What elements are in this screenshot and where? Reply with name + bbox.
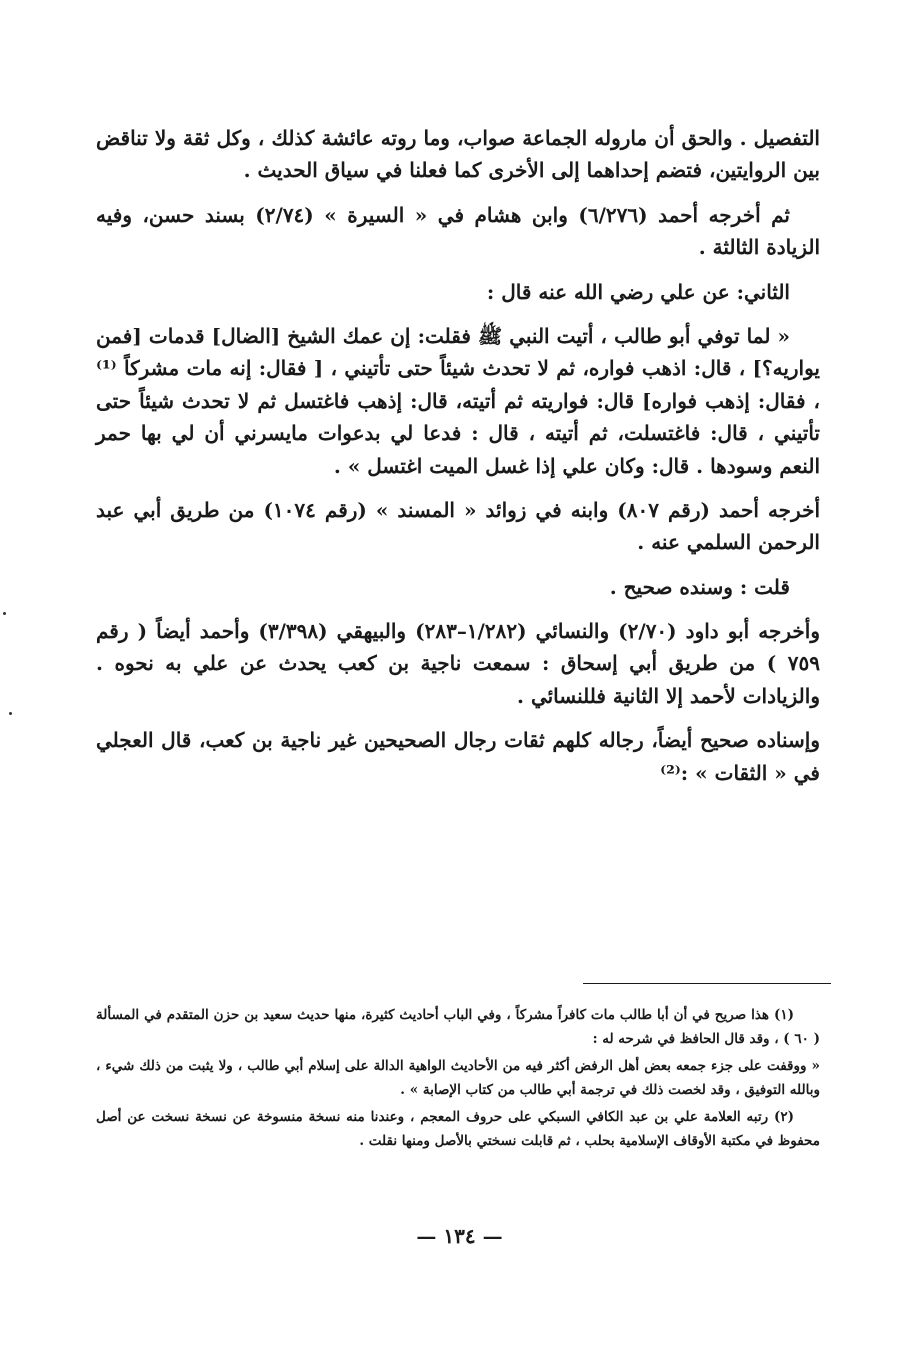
paragraph-takhrij-abu-dawud: وأخرجه أبو داود (٢/٧٠) والنسائي (١/٢٨٢–٢٨٣) والبيهقي (٣/٣٩٨) وأحمد أيضاً ( رقم ٧٥٩ ) من طريق أبي إسحاق : سمعت ناجية بن كعب يحدث عن علي به نحوه . والزيادات لأحمد إلا الثانية فللنسائي . [96, 619, 820, 708]
paragraph-takhrij-ahmad: ثم أخرجه أحمد (٦/٢٧٦) وابن هشام في « السيرة » (٢/٧٤) بسند حسن، وفيه الزيادة الثالثة . [96, 202, 820, 260]
footnote-1-quote: « ووقفت على جزء جمعه بعض أهل الرفض أكثر فيه من الأحاديث الواهية الدالة على إسلام أبي طالب ، ولا يثبت من ذلك شيء ، وبالله التوفيق ، وقد لخصت ذلك في ترجمة أبي طالب من كتاب الإصابة » . [96, 1058, 820, 1099]
paragraph-qultu: قلت : وسنده صحيح . [609, 574, 790, 599]
paragraph-takhrij-musnad: أخرجه أحمد (رقم ٨٠٧) وابنه في زوائد « المسند » (رقم ١٠٧٤) من طريق أبي عبد الرحمن السلمي عنه . [96, 497, 820, 555]
paragraph-tafsil: التفصيل . والحق أن ماروله الجماعة صواب، وما روته عائشة كذلك ، وكل ثقة ولا تناقض بين الروايتين، فتضم إحداهما إلى الأخرى كما فعلنا في سياق الحديث . [96, 126, 820, 183]
footnotes [96, 1003, 820, 1156]
paragraph-isnad: وإسناده صحيح أيضاً، رجاله كلهم ثقات رجال الصحيحين غير ناجية بن كعب، قال العجلي في « الثقات » :⁽²⁾ [96, 728, 820, 785]
footnote-1: (١) هذا صريح في أن أبا طالب مات كافراً مشركاً ، وفي الباب أحاديث كثيرة، منها حديث سعيد بن حزن المتقدم في المسألة ( ٦٠ ) ، وقد قال الحافظ في شرحه له : [96, 1007, 820, 1048]
main-text [96, 122, 820, 801]
page-number: — ١٣٤ — [416, 1224, 503, 1248]
paragraph-hadith-text: « لما توفي أبو طالب ، أتيت النبي ﷺ فقلت: إن عمك الشيخ [الضال] قدمات [فمن يواريه؟] ، قال: اذهب فواره، ثم لا تحدث شيئاً حتى تأتيني ، [ فقال: إنه مات مشركاً ⁽¹⁾ ، فقال: إذهب فواره] قال: فواريته ثم أتيته، قال: إذهب فاغتسل ثم لا تحدث شيئاً حتى تأتيني ، قال: فاغتسلت، ثم أتيته ، قال : فدعا لي بدعوات مايسرني أن لي بها حمر النعم وسودها . قال: وكان علي إذا غسل الميت اغتسل » . [96, 323, 820, 478]
margin-mark [9, 712, 12, 715]
paragraph-second-heading: الثاني: عن علي رضي الله عنه قال : [486, 279, 790, 304]
footnote-2: (٢) رتبه العلامة علي بن عبد الكافي السبكي على حروف المعجم ، وعندنا منه نسخة منسوخة عن نسخة نسخت عن أصل محفوظ في مكتبة الأوقاف الإسلامية بحلب ، ثم قابلت نسختي بالأصل ومنها نقلت . [96, 1109, 820, 1150]
footnote-divider [583, 983, 831, 984]
margin-mark [3, 612, 6, 615]
